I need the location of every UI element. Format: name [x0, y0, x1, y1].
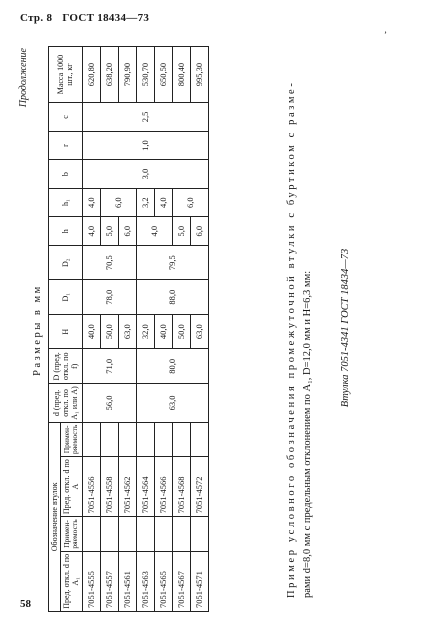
cell-H: 50,0	[100, 314, 118, 349]
continuation-label: Продолжение	[18, 48, 29, 108]
cell-r: 1,0	[82, 131, 208, 160]
cell-D: 71,0	[82, 349, 136, 384]
cell-D1: 78,0	[82, 280, 136, 315]
standard-number: ГОСТ 18434—73	[62, 12, 150, 24]
cell-d: 56,0	[82, 384, 136, 423]
col-d-header: d (пред. откл. по A₁ или A)	[49, 384, 83, 423]
cell-h: 6,0	[118, 217, 136, 246]
cell-a1: 7051-4567	[172, 551, 190, 611]
cell-h1: 4,0	[154, 188, 172, 217]
cell-c: 2,5	[82, 103, 208, 132]
cell-mass: 995,30	[190, 47, 208, 103]
cell-H: 40,0	[154, 314, 172, 349]
example-text	[284, 58, 316, 598]
cell-a: 7051-4558	[100, 456, 118, 516]
col-app2-header: Примен-ряемость	[61, 422, 82, 456]
cell-h: 4,0	[82, 217, 100, 246]
col-mass-header: Масса 1000 шт., кг	[49, 47, 83, 103]
col-h-header: h	[49, 217, 83, 246]
page-number: 58	[20, 598, 31, 610]
cell-h1: 6,0	[172, 188, 208, 217]
cell-D1: 88,0	[136, 280, 208, 315]
col-h1-header: h₁	[49, 188, 83, 217]
cell-a1: 7051-4555	[82, 551, 100, 611]
page-header	[20, 12, 156, 24]
col-app1-header: Примен-ряемость	[61, 517, 82, 551]
cell-d: 63,0	[136, 384, 208, 423]
cell-a1: 7051-4561	[118, 551, 136, 611]
rotated-content	[12, 40, 412, 620]
example-line-1: Пример условного обозначения промежуточной втулки с буртиком с разме-	[286, 80, 297, 598]
cell-D: 80,0	[136, 349, 208, 384]
cell-D2: 70,5	[82, 245, 136, 280]
col-a-header: Пред. откл. d по A	[61, 456, 82, 516]
cell-H: 63,0	[190, 314, 208, 349]
cell-b: 3,0	[82, 160, 208, 189]
col-r-header: r	[49, 131, 83, 160]
cell-D2: 79,5	[136, 245, 208, 280]
cell-a: 7051-4566	[154, 456, 172, 516]
cell-h1: 4,0	[82, 188, 100, 217]
margin-mark: ʼ	[384, 30, 387, 40]
cell-h1: 3,2	[136, 188, 154, 217]
page-label: Стр. 8	[20, 12, 53, 24]
cell-a1: 7051-4557	[100, 551, 118, 611]
cell-h: 5,0	[172, 217, 190, 246]
cell-H: 32,0	[136, 314, 154, 349]
cell-mass: 638,20	[100, 47, 118, 103]
cell-a1: 7051-4563	[136, 551, 154, 611]
cell-H: 40,0	[82, 314, 100, 349]
cell-mass: 530,70	[136, 47, 154, 103]
cell-mass: 620,80	[82, 47, 100, 103]
table-row	[82, 47, 100, 612]
col-c-header: c	[49, 103, 83, 132]
example-line-2: рами d=8,0 мм с предельным отклонением по A₁, D=12,0 мм и H=6,3 мм:	[302, 270, 313, 598]
col-a1-header: Пред. откл. d по A₁	[61, 551, 82, 611]
dimensions-title: Размеры в мм	[32, 284, 43, 376]
cell-a1: 7051-4565	[154, 551, 172, 611]
cell-H: 63,0	[118, 314, 136, 349]
cell-a: 7051-4556	[82, 456, 100, 516]
cell-H: 50,0	[172, 314, 190, 349]
col-D1-header: D₁	[49, 280, 83, 315]
cell-a: 7051-4568	[172, 456, 190, 516]
cell-mass: 790,90	[118, 47, 136, 103]
col-D2-header: D₂	[49, 245, 83, 280]
col-H-header: H	[49, 314, 83, 349]
cell-a: 7051-4562	[118, 456, 136, 516]
dimensions-table	[48, 46, 209, 612]
cell-h: 6,0	[190, 217, 208, 246]
cell-mass: 800,40	[172, 47, 190, 103]
col-D-header: D (пред. откл. по f)	[49, 349, 83, 384]
cell-mass: 650,50	[154, 47, 172, 103]
cell-h: 5,0	[100, 217, 118, 246]
cell-h1: 6,0	[100, 188, 136, 217]
cell-a: 7051-4564	[136, 456, 154, 516]
cell-a: 7051-4572	[190, 456, 208, 516]
cell-a1: 7051-4571	[190, 551, 208, 611]
col-b-header: b	[49, 160, 83, 189]
designation-group-header: Обозначение втулок	[49, 422, 61, 611]
example-designation: Втулка 7051-4341 ГОСТ 18434—73	[340, 248, 351, 408]
cell-h: 4,0	[136, 217, 172, 246]
